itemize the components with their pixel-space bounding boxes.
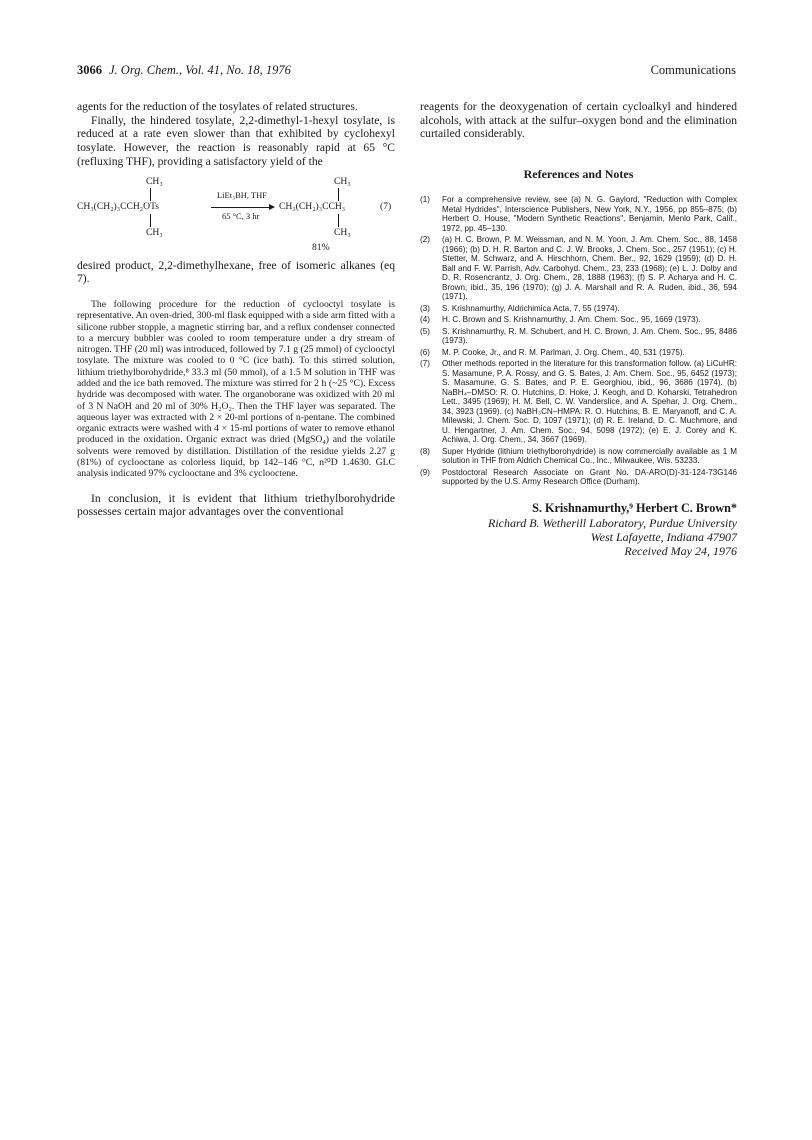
reference-number: (8) — [420, 446, 430, 456]
reference-item — [420, 315, 737, 325]
reference-text: (a) H. C. Brown, P. M. Weissman, and N. M. Yoon, J. Am. Chem. Soc., 88, 1458 (1966); (b) D. H. R. Barton and C. J. W. Brooks, J. Chem. Soc., 257 (1951); (c) H. Stetter, M. Schwarz, and A. Hirschhorn, Chem. Ber., 92, 1629 (1959); (d) D. H. Ball and F. W. Parrish, Adv. Carbohyd. Chem., 23, 233 (1968); (e) L. J. Dolby and D. R. Rosencrantz, J. Org. Chem., 28, 1888 (1963); (f) S. P. Acharya and H. C. Brown, ibid., 35, 196 (1970); (g) J. A. Marshall and R. A. Ruden, ibid., 36, 594 (1971). — [442, 235, 737, 302]
right-column — [420, 100, 737, 558]
reference-text: For a comprehensive review, see (a) N. G. Gaylord, "Reduction with Complex Metal Hydrides", Interscience Publishers, New York, N.Y., 1956, pp 855–875; (b) Herbert O. House, "Modern Synthetic Reactions", Benjamin, Menlo Park, Calif., 1972, pp. 45–130. — [442, 195, 737, 233]
reactant-bond-bottom — [150, 214, 151, 227]
reaction-arrow-head — [269, 204, 275, 210]
reference-number: (3) — [420, 303, 430, 313]
reaction-arrow — [211, 207, 270, 208]
product-formula: CH₃(CH₂)₃CCH₃ — [279, 200, 346, 212]
reference-text: Super Hydride (lithium triethylborohydride) is now commercially available as 1 M solution in THF from Aldrich Chemical Co., Inc., Milwaukee, Wis. 53233. — [442, 446, 737, 466]
reactant-methyl-bottom: CH₃ — [146, 226, 163, 238]
paragraph-conclusion: In conclusion, it is evident that lithium triethylborohydride possesses certain major advantages over the conventional — [77, 491, 395, 519]
paragraph-agents: agents for the reduction of the tosylates of related structures. — [77, 100, 358, 113]
reference-text: H. C. Brown and S. Krishnamurthy, J. Am. Chem. Soc., 95, 1669 (1973). — [442, 315, 701, 325]
paragraph-reagents: reagents for the deoxygenation of certain cycloalkyl and hindered alcohols, with attack at the sulfur–oxygen bond and the elimination curtailed considerably. — [420, 100, 737, 141]
product-bond-bottom — [338, 214, 339, 227]
reference-item — [420, 468, 737, 487]
section-name: Communications — [650, 63, 736, 77]
paragraph-desired-product: desired product, 2,2-dimethylhexane, free of isomeric alkanes (eq 7). — [77, 258, 395, 286]
reference-item — [420, 195, 737, 233]
reactant-formula: CH₃(CH₂)₃CCH₂OTs — [77, 200, 160, 212]
reference-item — [420, 327, 737, 346]
page-header — [77, 63, 736, 81]
reference-text: Other methods reported in the literature for this transformation follow. (a) LiCuHR: S. Masamune, P. A. Rossy, and G. S. Bates, J. Am. Chem. Soc., 95, 6452 (1973); S. Masamune, G. S. Bates, and P. E. Georghiou, ibid., 96, 3686 (1974). (b) NaBH₄–DMSO: R. O. Hutchins, D. Hoke, J. Keogh, and D. Koharski, Tetrahedron Lett., 3495 (1969); H. M. Bell, C. W. Vanderslice, and A. Spehar, J. Org. Chem., 34, 3923 (1969). (c) NaBH₃CN–HMPA: R. O. Hutchins, B. E. Maryanoff, and C. A. Milewski, J. Chem. Soc. D, 1097 (1971); (d) R. E. Ireland, D. C. Muchmore, and U. Hengartner, J. Am. Chem. Soc., 94, 5098 (1972); (e) E. J. Corey and K. Achiwa, J. Org. Chem., 34, 3667 (1969). — [442, 359, 737, 445]
reference-list — [420, 195, 737, 487]
reference-item — [420, 447, 737, 466]
left-column — [77, 100, 395, 519]
equation-7 — [77, 174, 395, 254]
reference-number: (6) — [420, 347, 430, 357]
product-bond-top — [338, 188, 339, 201]
received-date: Received May 24, 1976 — [624, 543, 737, 558]
journal-citation: J. Org. Chem., Vol. 41, No. 18, 1976 — [109, 63, 291, 77]
reagent-label: LiEt₃BH, THF — [217, 189, 268, 200]
author-names: S. Krishnamurthy,⁹ Herbert C. Brown* — [532, 500, 737, 515]
product-methyl-bottom: CH₃ — [334, 226, 351, 238]
reference-number: (2) — [420, 235, 430, 245]
reference-text: S. Krishnamurthy, Aldrichimica Acta, 7, 55 (1974). — [442, 303, 620, 313]
conditions-label: 65 °C, 3 hr — [222, 210, 260, 221]
page-number: 3066 — [77, 63, 102, 77]
reference-number: (7) — [420, 359, 430, 369]
reference-text: M. P. Cooke, Jr., and R. M. Parlman, J. Org. Chem., 40, 531 (1975). — [442, 347, 685, 357]
reference-text: S. Krishnamurthy, R. M. Schubert, and H. C. Brown, J. Am. Chem. Soc., 95, 8486 (1973). — [442, 326, 737, 346]
reactant-bond-top — [150, 188, 151, 201]
reference-item — [420, 348, 737, 358]
reference-item — [420, 359, 737, 445]
reactant-methyl-top: CH₃ — [146, 175, 163, 187]
reference-text: Postdoctoral Research Associate on Grant No. DA-ARO(D)-31-124-73G146 supported by the U.S. Army Research Office (Durham). — [442, 467, 737, 487]
reference-number: (9) — [420, 467, 430, 477]
reference-number: (4) — [420, 315, 430, 325]
affiliation-lab: Richard B. Wetherill Laboratory, Purdue University — [488, 515, 737, 530]
paragraph-procedure: The following procedure for the reduction of cyclooctyl tosylate is representative. An oven-dried, 300-ml flask equipped with a side arm fitted with a silicone rubber stopple, a magnetic stirring bar, and a reflux condenser connected to a mercury bubbler was cooled to room temperature under a dry stream of nitrogen. THF (20 ml) was introduced, followed by 7.1 g (25 mmol) of cyclooctyl tosylate. The mixture was cooled to 0 °C (ice bath). To this stirred solution, lithium triethylborohydride,⁸ 33.3 ml (50 mmol), of a 1.5 M solution in THF was added and the ice bath removed. The mixture was stirred for 2 h (~25 °C). Excess hydride was decomposed with water. The organoborane was oxidized with 20 ml of 3 N NaOH and 20 ml of 30% H₂O₂. Then the THF layer was separated. The aqueous layer was extracted with 2 × 20-ml portions of n-pentane. The combined organic extracts were washed with 4 × 15-ml portions of water to remove ethanol produced in the oxidation. Organic extract was dried (MgSO₄) and the volatile solvents were removed by distillation. Distillation of the residue yields 2.27 g (81%) of cyclooctane as colorless liquid, bp 142–146 °C, n²⁰D 1.4630. GLC analysis indicated 97% cyclooctane and 3% cyclooctene. — [77, 298, 395, 480]
references-title: References and Notes — [523, 167, 634, 182]
affiliation-city: West Lafayette, Indiana 47907 — [590, 529, 737, 544]
reference-number: (5) — [420, 326, 430, 336]
product-methyl-top: CH₃ — [334, 175, 351, 187]
reference-number: (1) — [420, 195, 430, 205]
reference-item — [420, 304, 737, 314]
product-yield: 81% — [312, 241, 330, 253]
paragraph-hindered-tosylate: Finally, the hindered tosylate, 2,2-dimethyl-1-hexyl tosylate, is reduced at a rate even slower than that exhibited by cyclohexyl tosylate. However, the reaction is reasonably rapid at 65 °C (refluxing THF), providing a satisfactory yield of the — [77, 113, 395, 168]
equation-number: (7) — [380, 200, 392, 212]
reference-item — [420, 235, 737, 302]
